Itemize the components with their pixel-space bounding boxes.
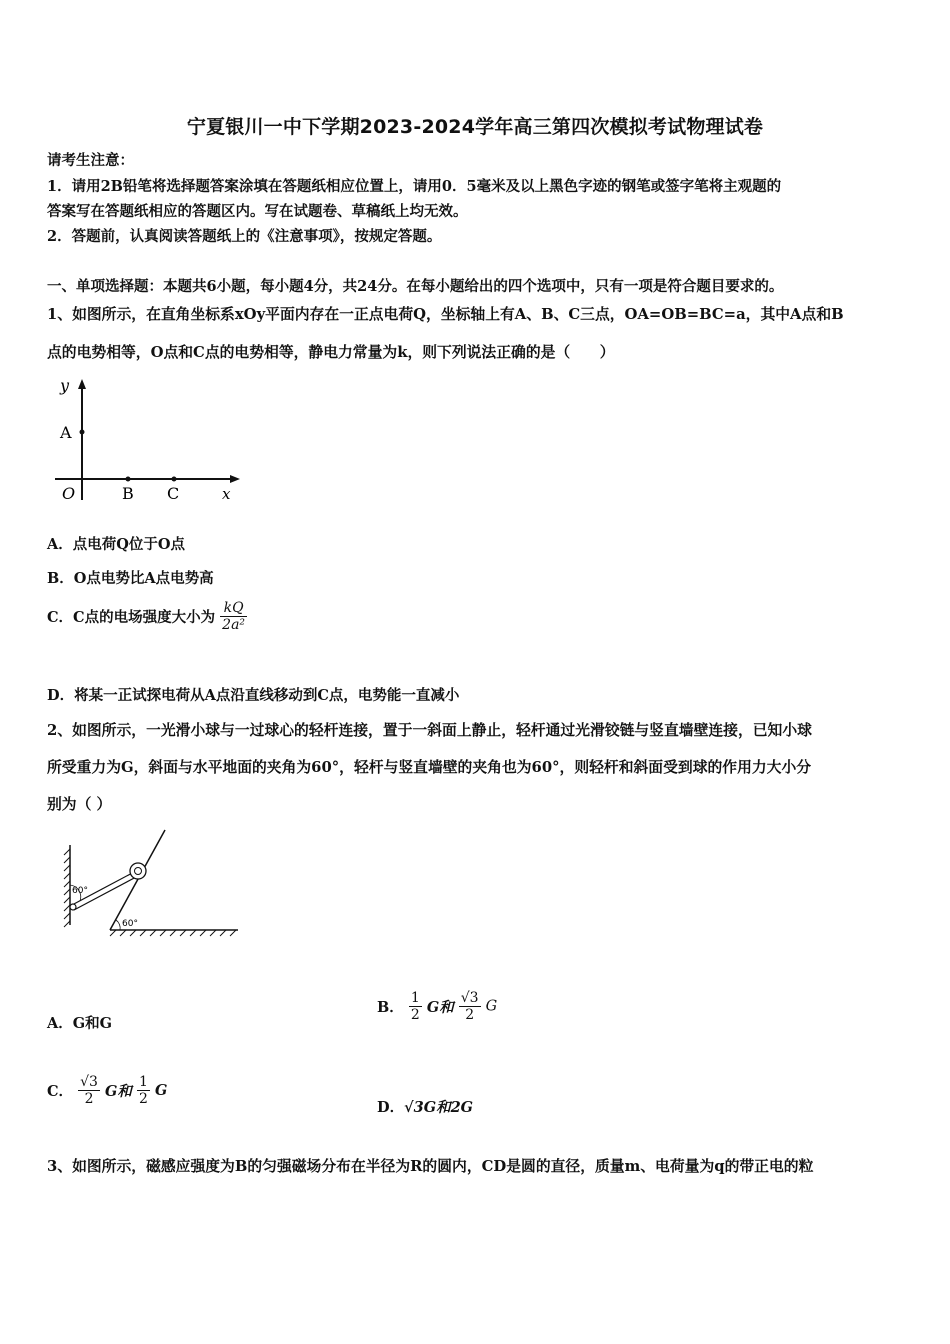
q2-option-c bbox=[47, 1074, 167, 1107]
q1-fig-x-label: x bbox=[222, 485, 231, 503]
q2-option-d-label: D． bbox=[377, 1099, 405, 1116]
q2-option-d bbox=[377, 1096, 473, 1117]
q2-option-c-frac2-num: 1 bbox=[138, 1074, 148, 1090]
q2-option-a: A．G和G bbox=[47, 1015, 113, 1032]
notice-heading: 请考生注意： bbox=[47, 152, 134, 169]
q2-option-b-tail: G bbox=[485, 998, 498, 1015]
q2-option-c-tail: G bbox=[154, 1082, 168, 1099]
q2-option-b-frac1-num: 1 bbox=[410, 990, 420, 1006]
page-title: 宁夏银川一中下学期2023-2024学年高三第四次模拟考试物理试卷 bbox=[186, 116, 764, 138]
q2-option-b-label: B． bbox=[377, 999, 404, 1016]
notice-line-3: 2．答题前，认真阅读答题纸上的《注意事项》，按规定答题。 bbox=[47, 228, 442, 245]
section-heading: 一、单项选择题：本题共6小题，每小题4分，共24分。在每小题给出的四个选项中，只有一项是符合题目要求的。 bbox=[47, 278, 784, 295]
q1-stem-line-2: 点的电势相等，O点和C点的电势相等，静电力常量为k，则下列说法正确的是（ ） bbox=[47, 344, 615, 361]
q2-option-c-frac1-num: √3 bbox=[80, 1074, 98, 1090]
q1-coordinate-figure bbox=[50, 375, 250, 505]
q1-option-b: B．O点电势比A点电势高 bbox=[47, 570, 214, 587]
q1-fig-c-label: C bbox=[167, 484, 180, 503]
q2-option-c-mid: G和 bbox=[105, 1083, 132, 1100]
q1-option-a: A．点电荷Q位于O点 bbox=[47, 536, 186, 553]
q1-option-c-denominator: 2a² bbox=[222, 617, 246, 633]
q2-fig-angle-incline: 60° bbox=[122, 919, 138, 929]
q1-fig-o-label: O bbox=[62, 484, 76, 503]
notice-line-1: 1．请用2B铅笔将选择题答案涂填在答题纸相应位置上，请用0．5毫米及以上黑色字迹的钢笔或签字笔将主观题的 bbox=[47, 178, 782, 195]
q1-option-c bbox=[47, 600, 247, 633]
q1-fig-y-label: y bbox=[60, 376, 70, 395]
q2-option-b-mid: G和 bbox=[426, 999, 454, 1016]
q2-option-b bbox=[377, 990, 497, 1023]
q3-stem-line-1: 3、如图所示，磁感应强度为B的匀强磁场分布在半径为R的圆内，CD是圆的直径，质量m、电荷量为q的带正电的粒 bbox=[47, 1158, 814, 1175]
q1-fig-a-label: A bbox=[60, 423, 72, 442]
notice-line-2: 答案写在答题纸相应的答题区内。写在试题卷、草稿纸上均无效。 bbox=[47, 203, 468, 220]
q1-fig-b-label: B bbox=[122, 484, 134, 503]
q2-option-b-frac1-den: 2 bbox=[410, 1007, 420, 1023]
q2-option-c-label: C． bbox=[47, 1083, 74, 1100]
q2-option-c-frac2-den: 2 bbox=[138, 1091, 148, 1107]
q2-stem-line-2: 所受重力为G，斜面与水平地面的夹角为60°，轻杆与竖直墙壁的夹角也为60°，则轻杆和斜面受到球的作用力大小分 bbox=[47, 759, 812, 776]
q2-stem-line-3: 别为（ ） bbox=[47, 796, 112, 813]
q2-option-b-frac2-den: 2 bbox=[459, 1006, 481, 1023]
q1-option-d: D．将某一正试探电荷从A点沿直线移动到C点，电势能一直减小 bbox=[47, 687, 460, 704]
q1-option-c-text: C．C点的电场强度大小为 bbox=[47, 609, 216, 626]
q2-option-c-frac1-den: 2 bbox=[78, 1090, 100, 1107]
q1-stem-line-1: 1、如图所示，在直角坐标系xOy平面内存在一正点电荷Q，坐标轴上有A、B、C三点，OA=OB=BC=a，其中A点和B bbox=[47, 306, 844, 323]
q2-incline-figure bbox=[60, 825, 245, 940]
q2-option-d-text: √3G和2G bbox=[404, 1099, 474, 1116]
q1-option-c-numerator: kQ bbox=[223, 600, 244, 616]
q2-stem-line-1: 2、如图所示，一光滑小球与一过球心的轻杆连接，置于一斜面上静止，轻杆通过光滑铰链与竖直墙壁连接，已知小球 bbox=[47, 722, 812, 739]
q2-option-b-frac2-num: √3 bbox=[460, 990, 479, 1006]
q2-fig-angle-wall: 60° bbox=[72, 886, 88, 896]
